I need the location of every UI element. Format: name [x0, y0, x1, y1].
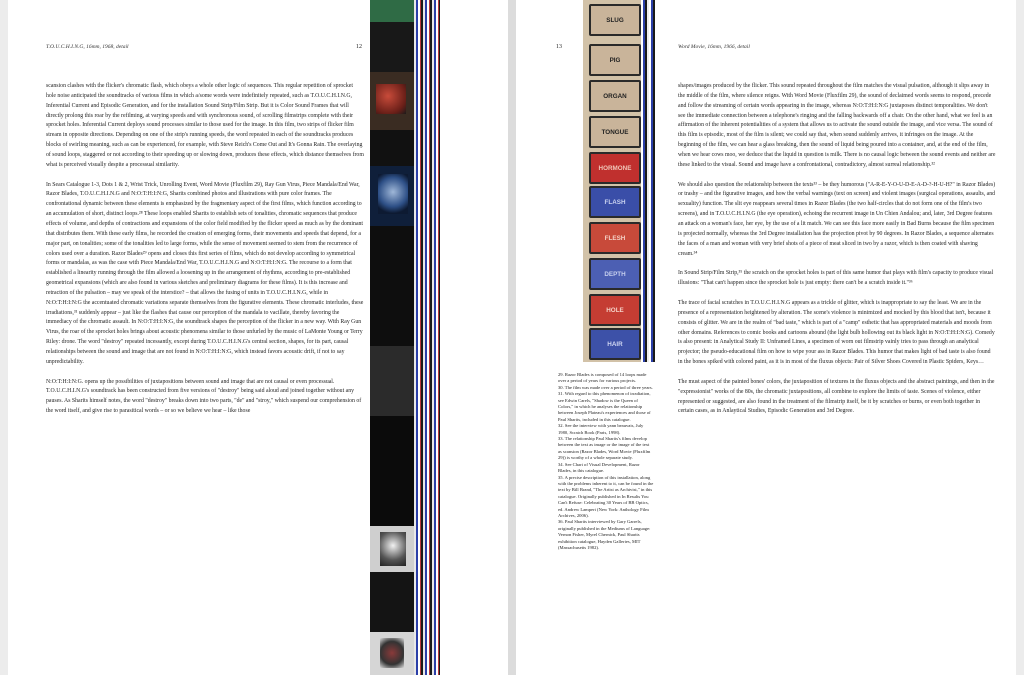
- sound-track-stripes: [641, 0, 655, 362]
- left-folio: 12: [356, 44, 362, 50]
- left-paragraph-1: scansion clashes with the flicker's chromatic flash, which obeys a whole other logic of sequences. This regular repetition of sprocket hole noise anticipated the soundtracks of various films in which a/some words were indefinitely repeated, such as T.O.U.C.H.I.N.G, Inferential Current and Episodic Generation, and for the installation Sound Strip/Film Strip. But it is Color Sound Frames that will directly prolong this roar by the refilming, at varying speeds and with synchronous sound, of scrolling filmstrips complete with their sprocket holes. Inferential Current deploys sound processes similar to those used for the image. In this film, two strips of flicker film stream in opposite directions. Depending on one of the strip's running speeds, the word repeated in each of the soundtracks produces blocks of swirling meaning, such as can be experienced, for example, with Steve Reich's Come Out and It's Gonna Rain. The overlaying of sound loops, staggered or not according to their speeding up or slowing down, produces these effects, which distance themselves from what is perceived visually despite a processual similarity.: [46, 83, 364, 168]
- right-paragraph-5: The must aspect of the painted bones' colors, the juxtaposition of textures in the fluxus objects and the abstract paintings, and then in the "expressionist" works of the 80s, the chromatic juxtapositions, all combine to explore the limits of taste. Scenes of violence, either represented or suggested, are also found in the treatment of the filmstrip itself, be it by scratches or burns, or even both together in certain cases, as in Anlaytical Studies, Episodic Generation and 3rd Degree.: [678, 378, 995, 415]
- word-frame-slug: SLUG: [589, 4, 641, 36]
- figure-image: [380, 532, 406, 566]
- figure-image: [380, 638, 404, 668]
- right-body-text: [678, 82, 996, 427]
- film-frame: [370, 0, 414, 22]
- film-strip-touching: [370, 0, 440, 675]
- right-page: [516, 0, 1016, 675]
- footnote-36: 36. Paul Sharits interviewed by Gary Garrels, originally published in the Mediums of Language: Vernon Fisher, Myrel Chernick, Paul Sharits exhibition catalogue, Hayden Galleries, MIT (Massachusetts 1982).: [558, 519, 651, 550]
- sound-track-stripes: [414, 0, 440, 675]
- film-frame: [370, 346, 414, 416]
- film-frame: [370, 166, 414, 226]
- word-frame-depth: DEPTH: [589, 258, 641, 290]
- footnote-32: 32. See the interview with yann beauvais, July 1980, Scratch Book (Paris, 1998).: [558, 423, 644, 435]
- word-frame-hole: HOLE: [589, 294, 641, 326]
- right-paragraph-4: The trace of facial scratches in T.O.U.C.H.I.N.G appears as a trickle of glitter, which is inappropriate to say the least. We are in the presence of a representation heightened by alteration. The scene's violence is minimized and mocked by this blood that isn't, because it consists of glitter. We are in the realm of "bad taste," which is part of a "camp" esthetic that has appropriated materials and moods from other domains. References to comic books and cartoons abound (the light bulb hollowing out its black light in N:O:T:H:I:N:G). Comedy is also present: in Analytical Study II: Unframed Lines, a specimen of worn out filmstrip vainly tries to pass through an analytical projector; the pseudo-educational film on how to wipe your ass in Razor Blades. This humor that makes light of bad taste is also found in the bones spiked with colored paint, as it is in most of the fluxus objects: Pair of Silver Shoes Covered in Plastic Spiders, Keys…: [678, 300, 995, 366]
- word-frame-flesh: FLESH: [589, 222, 641, 254]
- red-figure-image: [376, 84, 406, 114]
- word-frame-flash: FLASH: [589, 186, 641, 218]
- footnotes: [558, 372, 654, 551]
- left-running-head: T.O.U.C.H.I.N.G, 16mm, 1968, detail: [46, 44, 129, 50]
- footnote-31: 31. With regard to this phenomenon of irradiation, see Edwin Carels, "Shadow is the Queen of Colors," in which he analyses the relationship between Joseph Plateau's experiences and those of Paul Sharits, included in this catalogue.: [558, 391, 651, 422]
- footnote-34: 34. See Chart of Visual Development, Razor Blades, in this catalogue.: [558, 461, 640, 474]
- left-page: [8, 0, 508, 675]
- film-frame: [370, 416, 414, 526]
- film-strip-word-movie: [583, 0, 655, 675]
- word-frame-organ: ORGAN: [589, 80, 641, 112]
- right-folio: 13: [556, 44, 562, 50]
- book-gutter: [508, 0, 516, 675]
- word-frame-pig: PIG: [589, 44, 641, 76]
- film-frames-column: [370, 0, 414, 675]
- right-paragraph-3: In Sound Strip/Film Strip,³⁵ the scratch on the sprocket holes is part of this same humor that plays with film's capacity to produce visual illusions: "That can't happen since the sprocket hole is just empty: there can't be a scratch inside it."³⁶: [678, 270, 994, 287]
- film-frame: [370, 526, 414, 572]
- film-frame: [370, 632, 414, 675]
- right-running-head: Word Movie, 16mm, 1966, detail: [678, 44, 750, 50]
- right-paragraph-2: We should also question the relationship between the texts³³ – be they humorous ("A-R-E-Y-O-U-D-E-A-D-?-H-U-H?" in Razor Blades) or trashy – and the figurative images, and how the verbal warnings (text on screen) and violent images (surgical operations, assaults, and sexuality) function. The slit eye reappears several times in Razor Blades (the two half-circles that do not form one of the film's two screens), and in T.O.U.C.H.I.N.G (the eye operation), echoing the recurrent image in Un Chien Andalou; and, later, 3rd Degree features an attack on a woman's face, her eye, by the use of a lit match. We can see this face more easily in Bad Burns because the film specimen is projected normally, whereas the 3rd Degree installation has the projection pivot by 90 degrees. In Razor Blades, a sequence alternates the faces of a man and woman with very brief shots of a piece of meat sliced in two by a razor, which is then coated with shaving cream.³⁴: [678, 181, 996, 257]
- word-frame-hair: HAIR: [589, 328, 641, 360]
- film-frame: [370, 72, 414, 130]
- film-frame: [370, 226, 414, 346]
- film-frame: [370, 22, 414, 72]
- blue-swirl-image: [378, 174, 408, 214]
- footnote-33: 33. The relationship Paul Sharits's films develop between the text as image or the image of the text as scansion (Razor Blades, Word Movie (Fluxfilm 29)) is worthy of a whole separate study.: [558, 436, 651, 461]
- left-paragraph-3: N:O:T:H:I:N:G. opens up the possibilities of juxtapositions between sound and image that are not causal or even processual. T.O.U.C.H.I.N.G's soundtrack has been constructed from five versions of "destroy" being said aloud and joined together without any pauses. As Sharits himself notes, the word "destroy" breaks down into two parts, "de" and "stroy," which suspend our comprehension of the word itself, and give rise to parasitical words – or so we believe we hear – like those: [46, 378, 362, 415]
- footnote-35: 35. A precise description of this installation, along with the problems inherent to it, can be found in the text by Bill Brand, "The Artist as Archivist," in this catalogue. Originally published in In Results You Can't Refuse: Celebrating 30 Years of BB Optics, ed. Andrew Lampert (New York: Anthology Film Archives, 2006).: [558, 474, 654, 518]
- film-frame: [370, 572, 414, 632]
- word-frame-tongue: TONGUE: [589, 116, 641, 148]
- footnote-30: 30. The film was made over a period of three years.: [558, 384, 653, 390]
- right-paragraph-1: shapes/images produced by the flicker. This sound repeated throughout the film matches the visual pulsation, although it slips away in the middle of the film, where silence reigns. With Word Movie (Fluxfilm 29), the sound of declaimed words seems to respond, precede and follow the streaming of certain words appearing in the image, whereas N:O:T:H:I:N:G juxtaposes distinct temporalities. We don't see the immediate connection between a telephone's ringing and the falling backwards off a chair. On the other hand, what we feel is an affirmation of the inherent potentialities of a system that allows us to activate the sound outside the image, and vice versa. The sound of this film is episodic, most of the film is silent; we could say that, when sound suddenly arrives, it infringes on the image. At the beginning of the film, we can hear a glass breaking, then the sound of liquid being poured into a container, and, at the end of the film, when we hear cows moo, we deduce that the liquid in question is milk. There is no causal logic between the sound events and neither are these linked to the visual. Sound and image have a confrontational, contradictory, almost surreal relationship.³²: [678, 83, 996, 168]
- word-frame-hormone: HORMONE: [589, 152, 641, 184]
- left-body-text: [46, 82, 364, 427]
- film-frame: [370, 130, 414, 166]
- footnote-29: 29. Razor Blades is composed of 14 loops made over a period of years for various projects.: [558, 372, 647, 384]
- left-paragraph-2: In Sears Catalogue 1-3, Dots 1 & 2, Wrist Trick, Unrolling Event, Word Movie (Fluxfilm 29), Ray Gun Virus, Piece Mandala/End War, Razor Blades, T.O.U.C.H.I.N.G and N:O:T:H:I:N:G, Sharits combined photos and illustrations with pure color frames. The confrontational dynamic between these elements is emphasized by the fragmentary aspect of the first films, which function according to an accumulation of short, distinct loops.²⁸ These loops enabled Sharits to establish sets of tonalities, chromatic sequences that produce effects of volume, and depths of contractions and expansions of the color field modified by the flicker speed as much as by the dominant that distributes them. With these early films, he recorded the creation of emerging forms, their movements and speeds that depend, for a major part, on tonalities; some of the tonalities led to large forms, while the sense of movement seemed to stem from the recurrence of colors used over a duration. Razor Blades²⁹ opens and closes this first series of films, which do not develop according to symmetrical forms or mandalas, as was the case with Piece Mandala/End War, T.O.U.C.H.I.N.G and N:O:T:H:I:N:G. The recourse to a form that established a linearity running through the film allowed a loosening up in the arrangement of rhythms, according to pre-established geometrical expansions (which are also found in various sketches and preliminary diagrams for these films). It is this increase and retraction of the pulsation – may we speak of the interstice? – that allows the fusing of units in T.O.U.C.H.I.N.G, while in N:O:T:H:I:N:G the accentuated chromatic variations separate themselves from the figurative elements. These chromatic interludes, these irradiations,³¹ suddenly appear – just like the flashes that cause our perception of the mandala to vacillate, thereby favoring the immediacy of the chromatic assault. In N:O:T:H:I:N:G, the soundtrack shapes the perception of the flicker in a new way. With Ray Gun Virus, the roar of the sprocket holes brings about acoustic phenomena similar to those unfurled by the music of LaMonte Young or Terry Riley: drone. The word "destroy" repeated incessantly, except during T.O.U.C.H.I.N.G's central section, shapes, for its part, causal relationships between the sound and image that are not found in N:O:T:H:I:N:G, which instead favors acoustic drift, if not to say unpredictability.: [46, 181, 364, 365]
